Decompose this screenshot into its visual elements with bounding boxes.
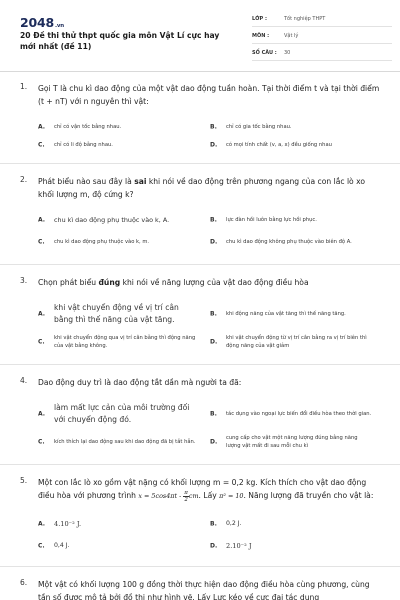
option-letter: D. xyxy=(210,238,218,246)
option-b[interactable] xyxy=(210,399,382,429)
question-number: 5. xyxy=(20,476,28,485)
option-text: chỉ có vận tốc bằng nhau. xyxy=(54,124,122,130)
question-text-part: Phát biểu nào sau đây là xyxy=(38,177,135,186)
option-text: khi vật chuyển động qua vị trí cân bằng thì động năng của vật bằng không. xyxy=(54,335,196,349)
option-text: khi động năng của vật tăng thì thế năng tăng. xyxy=(226,311,346,317)
option-a[interactable] xyxy=(38,299,210,329)
option-text: 0,4 J. xyxy=(54,542,70,549)
option-letter: C. xyxy=(38,438,45,446)
option-text: cung cấp cho vật một năng lượng đúng bằng năng lượng vật mất đi sau mỗi chu kì xyxy=(226,435,358,449)
option-b[interactable] xyxy=(210,118,382,136)
option-text: chu kì dao động phụ thuộc vào k, A. xyxy=(54,216,170,224)
equation-main: x = 5cos4πt - xyxy=(138,492,184,500)
option-text: chu kì dao động phụ thuộc vào k, m. xyxy=(54,239,150,245)
option-text: chu kì dao động không phụ thuộc vào biên độ A. xyxy=(226,239,352,245)
option-text: có mọi tính chất (v, a, x) đều giống nhau xyxy=(226,142,332,148)
option-c[interactable] xyxy=(38,535,210,557)
option-text: khi vật chuyển động về vị trí cân bằng thì thế năng của vật tăng. xyxy=(54,303,179,324)
option-c[interactable] xyxy=(38,429,210,455)
question-text-part: khi nói về dao động trên phương ngang của con lắc lò xo khối lượng m, độ cứng k? xyxy=(38,177,366,199)
option-d[interactable] xyxy=(210,535,382,557)
meta-label: SỐ CÂU : xyxy=(252,50,277,56)
option-letter: A. xyxy=(38,310,46,318)
fraction-numerator: π xyxy=(184,489,188,496)
option-d[interactable] xyxy=(210,136,382,154)
option-a[interactable] xyxy=(38,118,210,136)
question-divider xyxy=(0,264,400,265)
question-text-part: . Lấy xyxy=(198,491,220,500)
option-c[interactable] xyxy=(38,229,210,255)
option-letter: A. xyxy=(38,123,46,131)
option-letter: C. xyxy=(38,542,45,550)
option-b[interactable] xyxy=(210,513,382,535)
option-letter: A. xyxy=(38,520,46,528)
question-keyword: đúng xyxy=(98,278,121,287)
pi-expression: π² = 10 xyxy=(219,492,244,500)
question-text xyxy=(38,175,380,201)
meta-label: MÔN : xyxy=(252,33,270,39)
question-text: Một vật có khối lượng 100 g đồng thời thực hiện dao động điều hòa cùng phương, cùng tần số được mô tả bởi đồ thị như hình vẽ. Lấy Lực kéo về cực đại tác dụng xyxy=(38,580,370,600)
option-text: 4.10⁻² J. xyxy=(54,520,82,528)
option-letter: B. xyxy=(210,310,217,318)
option-a[interactable] xyxy=(38,399,210,429)
option-letter: D. xyxy=(210,141,218,149)
option-c[interactable] xyxy=(38,329,210,355)
option-text: kích thích lại dao động sau khi dao động đã bị tắt hẳn. xyxy=(54,439,196,445)
answer-options xyxy=(38,399,380,455)
question-6 xyxy=(0,578,400,600)
logo-sub: .vn xyxy=(55,23,64,29)
question-2 xyxy=(0,175,400,255)
document-title: 20 Đề thi thử thpt quốc gia môn Vật Lí cực hay mới nhất (đề 11) xyxy=(20,31,220,51)
option-d[interactable] xyxy=(210,229,382,255)
document-meta xyxy=(252,14,392,65)
question-number: 2. xyxy=(20,175,28,184)
option-letter: A. xyxy=(38,410,46,418)
question-number: 3. xyxy=(20,276,28,285)
option-letter: A. xyxy=(38,216,46,224)
meta-value: 30 xyxy=(284,50,291,56)
meta-value: Vật lý xyxy=(284,33,299,39)
option-letter: D. xyxy=(210,438,218,446)
option-letter: B. xyxy=(210,410,217,418)
option-letter: B. xyxy=(210,216,217,224)
logo-main: 2048 xyxy=(20,15,54,30)
answer-options xyxy=(38,211,380,255)
option-letter: C. xyxy=(38,338,45,346)
question-list xyxy=(0,82,400,600)
option-a[interactable] xyxy=(38,513,210,535)
question-divider xyxy=(0,163,400,164)
option-letter: B. xyxy=(210,123,217,131)
option-letter: C. xyxy=(38,141,45,149)
question-text-part: Một con lắc lò xo gồm vật nặng có khối lượng m = 0,2 kg. Kích thích cho vật dao động điều hòa với phương trình xyxy=(38,478,367,500)
question-text-part: khi nói về năng lượng của vật dao động điều hòa xyxy=(120,278,309,287)
option-d[interactable] xyxy=(210,429,382,455)
question-5 xyxy=(0,476,400,557)
question-divider xyxy=(0,464,400,465)
option-b[interactable] xyxy=(210,299,382,329)
option-c[interactable] xyxy=(38,136,210,154)
question-divider xyxy=(0,364,400,365)
question-text xyxy=(38,276,380,289)
question-text: Gọi T là chu kì dao động của một vật dao động tuần hoàn. Tại thời điểm t và tại thời điểm (t + nT) với n nguyên thì vật: xyxy=(38,84,380,106)
question-text xyxy=(38,476,380,503)
option-b[interactable] xyxy=(210,211,382,229)
question-text-part: Chọn phát biểu xyxy=(38,278,99,287)
answer-options xyxy=(38,513,380,557)
option-letter: C. xyxy=(38,238,45,246)
question-number: 1. xyxy=(20,82,28,91)
question-4 xyxy=(0,376,400,455)
option-letter: D. xyxy=(210,338,218,346)
option-text: 0,2 J. xyxy=(226,520,242,527)
header-divider xyxy=(0,71,400,72)
option-text: lực đàn hồi luôn bằng lực hồi phục. xyxy=(226,217,317,223)
option-letter: D. xyxy=(210,542,218,550)
meta-label: LỚP : xyxy=(252,16,267,22)
question-1 xyxy=(0,82,400,154)
question-text: Dao động duy trì là dao động tắt dần mà người ta đã: xyxy=(38,378,242,387)
question-number: 6. xyxy=(20,578,28,587)
fraction-denominator: 2 xyxy=(184,496,188,503)
option-a[interactable] xyxy=(38,211,210,229)
site-logo[interactable] xyxy=(20,15,64,30)
option-text: chỉ có li độ bằng nhau. xyxy=(54,142,113,148)
page-header xyxy=(0,0,400,72)
equation-unit: cm xyxy=(188,492,199,500)
meta-value: Tốt nghiệp THPT xyxy=(284,16,326,22)
answer-options xyxy=(38,118,380,154)
meta-row-count xyxy=(252,48,392,61)
meta-row-grade xyxy=(252,14,392,27)
option-text: làm mất lực cản của môi trường đối với chuyển động đó. xyxy=(54,403,190,424)
option-text: 2.10⁻² J xyxy=(226,542,252,550)
option-text: chỉ có gia tốc bằng nhau. xyxy=(226,124,292,130)
question-3 xyxy=(0,276,400,355)
option-text: tác dụng vào ngoại lực biến đổi điều hòa theo thời gian. xyxy=(226,411,372,417)
option-letter: B. xyxy=(210,520,217,528)
answer-options xyxy=(38,299,380,355)
question-text-part: . Năng lượng đã truyền cho vật là: xyxy=(243,491,374,500)
meta-row-subject xyxy=(252,31,392,44)
equation xyxy=(138,489,199,503)
option-d[interactable] xyxy=(210,329,382,355)
question-number: 4. xyxy=(20,376,28,385)
question-keyword: sai xyxy=(134,177,147,186)
question-divider xyxy=(0,566,400,567)
option-text: khi vật chuyển động từ vị trí cân bằng ra vị trí biên thì động năng của vật giảm xyxy=(226,335,367,349)
